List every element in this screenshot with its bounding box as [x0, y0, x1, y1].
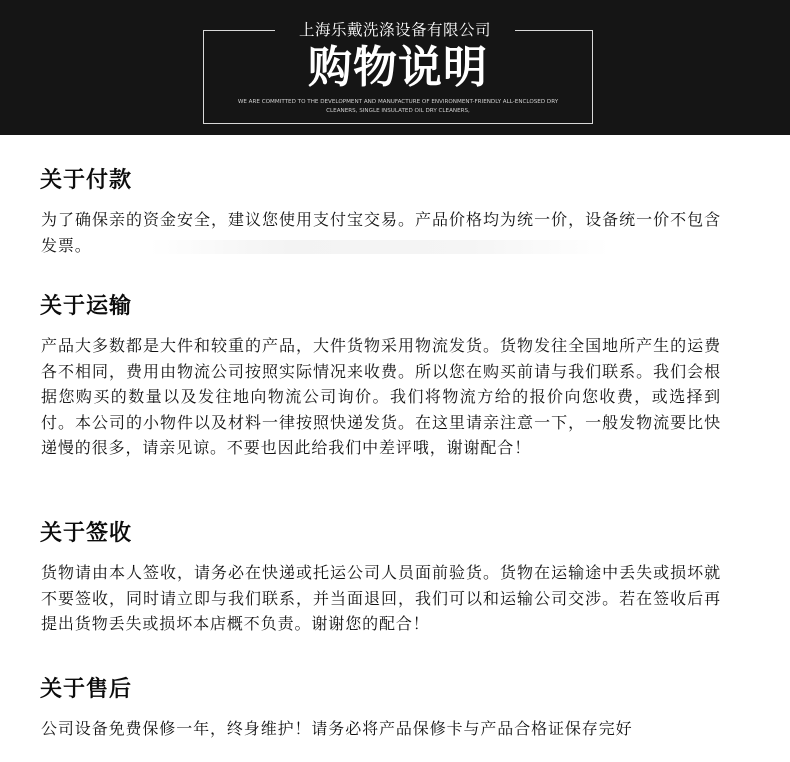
- payment-text: 为了确保亲的资金安全，建议您使用支付宝交易。产品价格均为统一价，设备统一价不包含发票。: [41, 210, 721, 255]
- header-banner: [0, 0, 790, 135]
- banner-tagline: [208, 98, 588, 116]
- receipt-heading: 关于签收: [40, 521, 133, 546]
- after-sales-heading: 关于售后: [40, 677, 133, 702]
- company-name: 上海乐戴洗涤设备有限公司: [275, 19, 515, 41]
- tagline-line-1: WE ARE COMMITTED TO THE DEVELOPMENT AND MANUFACTURE OF ENVIRONMENT-FRIENDLY ALL-ENCLOSED DRY: [237, 99, 559, 105]
- after-sales-text: 公司设备免费保修一年，终身维护！请务必将产品保修卡与产品合格证保存完好: [41, 719, 633, 738]
- receipt-text: 货物请由本人签收，请务必在快递或托运公司人员面前验货。货物在运输途中丢失或损坏就不要签收，同时请立即与我们联系，并当面退回，我们可以和运输公司交涉。若在签收后再提出货物丢失或损坏本店概不负责。谢谢您的配合！: [41, 563, 721, 633]
- tagline-line-2: CLEANERS, SINGLE INSULATED OIL DRY CLEANERS,: [326, 108, 470, 114]
- faint-watermark: [150, 240, 610, 254]
- shipping-heading: 关于运输: [40, 294, 133, 319]
- shipping-text: 产品大多数都是大件和较重的产品，大件货物采用物流发货。货物发往全国地所产生的运费各不相同，费用由物流公司按照实际情况来收费。所以您在购买前请与我们联系。我们会根据您购买的数量以及发往地向物流公司询价。我们将物流方给的报价向您收费，或选择到付。本公司的小物件以及材料一律按照快递发货。在这里请亲注意一下，一般发物流要比快递慢的很多，请亲见谅。不要也因此给我们中差评哦，谢谢配合！: [41, 336, 721, 457]
- page-title: 购物说明: [308, 42, 488, 93]
- payment-heading: 关于付款: [40, 168, 133, 193]
